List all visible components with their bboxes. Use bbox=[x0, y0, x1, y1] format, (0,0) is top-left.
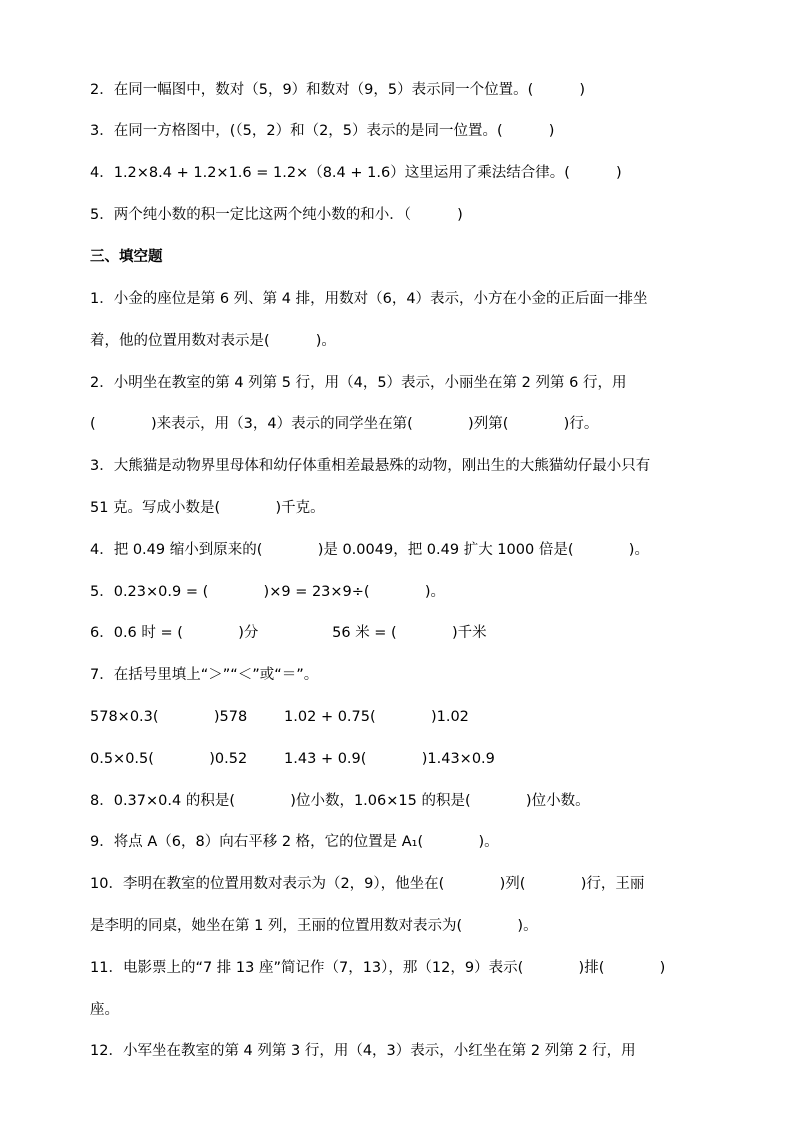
fill-item-2-line-1: 2．小明坐在教室的第 4 列第 5 行，用（4，5）表示，小丽坐在第 2 列第 6 行，用 bbox=[90, 375, 627, 391]
fill-item-3-line-2: 51 克。写成小数是( )千克。 bbox=[90, 500, 325, 516]
fill-item-5: 5．0.23×0.9 = ( )×9 = 23×9÷( )。 bbox=[90, 584, 446, 600]
fill-item-12-line-1: 12．小军坐在教室的第 4 列第 3 行，用（4，3）表示，小红坐在第 2 列第 2 行，用 bbox=[90, 1043, 636, 1059]
fill-item-7: 7．在括号里填上“＞”“＜”或“＝”。 bbox=[90, 667, 319, 683]
fill-item-11-line-2: 座。 bbox=[90, 1002, 119, 1018]
fill-item-6: 6．0.6 时 = ( )分 56 米 = ( )千米 bbox=[90, 625, 487, 641]
judge-item-3: 3．在同一方格图中，(（5，2）和（2，5）表示的是同一位置。( ) bbox=[90, 123, 555, 139]
fill-item-7-compare-1: 578×0.3( )578 1.02 + 0.75( )1.02 bbox=[90, 709, 469, 725]
fill-item-9: 9．将点 A（6，8）向右平移 2 格，它的位置是 A₁( )。 bbox=[90, 834, 499, 850]
fill-item-10-line-1: 10．李明在教室的位置用数对表示为（2，9），他坐在( )列( )行，王丽 bbox=[90, 876, 645, 892]
fill-item-11-line-1: 11．电影票上的“7 排 13 座”简记作（7，13），那（12，9）表示( )排( ) bbox=[90, 960, 666, 976]
judge-item-4: 4．1.2×8.4 + 1.2×1.6 = 1.2×（8.4 + 1.6）这里运用了乘法结合律。( ) bbox=[90, 165, 622, 181]
fill-item-10-line-2: 是李明的同桌，她坐在第 1 列，王丽的位置用数对表示为( )。 bbox=[90, 918, 538, 934]
judge-item-2: 2．在同一幅图中，数对（5，9）和数对（9，5）表示同一个位置。( ) bbox=[90, 82, 586, 98]
fill-item-1-line-2: 着，他的位置用数对表示是( )。 bbox=[90, 333, 336, 349]
fill-item-8: 8．0.37×0.4 的积是( )位小数，1.06×15 的积是( )位小数。 bbox=[90, 793, 590, 809]
fill-item-3-line-1: 3．大熊猫是动物界里母体和幼仔体重相差最悬殊的动物，刚出生的大熊猫幼仔最小只有 bbox=[90, 458, 651, 474]
judge-item-5: 5．两个纯小数的积一定比这两个纯小数的和小．（ ) bbox=[90, 207, 463, 223]
fill-item-2-line-2: ( )来表示，用（3，4）表示的同学坐在第( )列第( )行。 bbox=[90, 416, 599, 432]
fill-item-1-line-1: 1．小金的座位是第 6 列、第 4 排，用数对（6，4）表示，小方在小金的正后面一排坐 bbox=[90, 291, 648, 307]
fill-item-7-compare-2: 0.5×0.5( )0.52 1.43 + 0.9( )1.43×0.9 bbox=[90, 751, 495, 767]
fill-item-4: 4．把 0.49 缩小到原来的( )是 0.0049，把 0.49 扩大 1000 倍是( )。 bbox=[90, 542, 649, 558]
section-heading-fill-blank: 三、填空题 bbox=[90, 249, 163, 265]
